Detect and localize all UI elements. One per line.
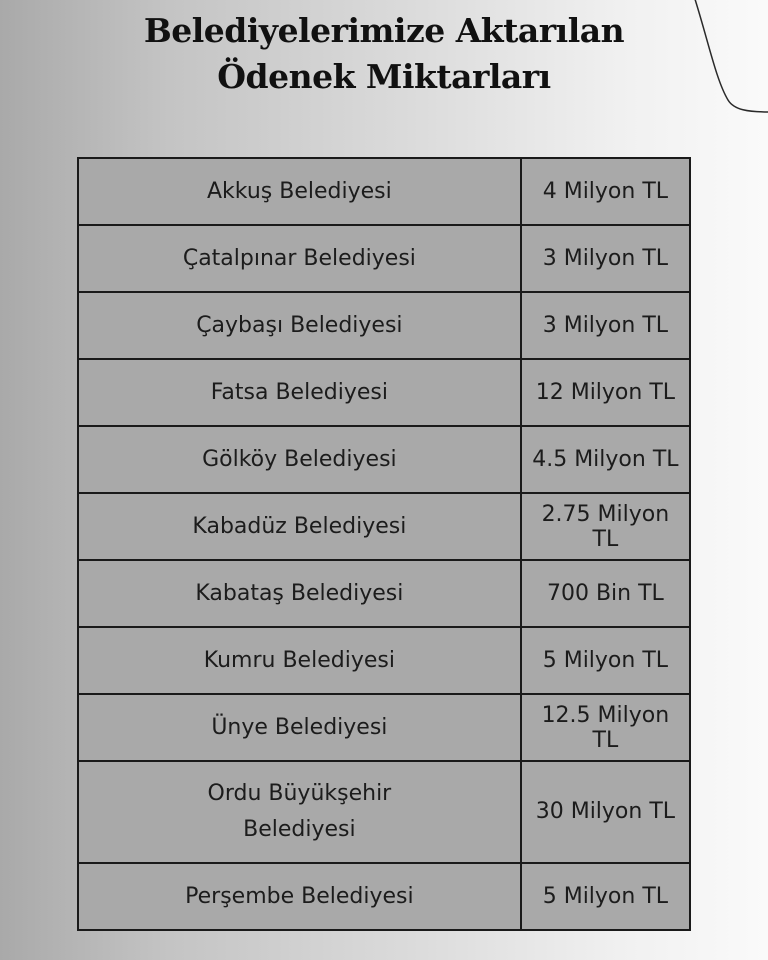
table-row: [78, 225, 690, 292]
table-row: [78, 627, 690, 694]
allocation-amount: 3 Milyon TL: [521, 292, 690, 359]
allocation-amount: 3 Milyon TL: [521, 225, 690, 292]
table-row: [78, 292, 690, 359]
municipality-name: Perşembe Belediyesi: [78, 863, 521, 930]
table-row: [78, 761, 690, 863]
table-row: [78, 359, 690, 426]
page-title-line-1: Belediyelerimize Aktarılan: [143, 11, 625, 50]
municipality-name: Gölköy Belediyesi: [78, 426, 521, 493]
table-row: [78, 158, 690, 225]
allocation-amount: 5 Milyon TL: [521, 863, 690, 930]
municipality-name: Çatalpınar Belediyesi: [78, 225, 521, 292]
page-title: [0, 8, 768, 100]
allocation-amount: 12 Milyon TL: [521, 359, 690, 426]
allocation-table: [77, 157, 691, 931]
table-row: [78, 863, 690, 930]
table-row: [78, 694, 690, 761]
table-row: [78, 426, 690, 493]
municipality-name: Ünye Belediyesi: [78, 694, 521, 761]
allocation-amount: 2.75 Milyon TL: [521, 493, 690, 560]
municipality-name: Kabadüz Belediyesi: [78, 493, 521, 560]
allocation-amount: 30 Milyon TL: [521, 761, 690, 863]
page-title-line-2: Ödenek Miktarları: [217, 57, 551, 96]
municipality-name: Kabataş Belediyesi: [78, 560, 521, 627]
table-row: [78, 493, 690, 560]
municipality-name: Çaybaşı Belediyesi: [78, 292, 521, 359]
allocation-amount: 700 Bin TL: [521, 560, 690, 627]
municipality-name: Ordu Büyükşehir Belediyesi: [78, 761, 521, 863]
allocation-amount: 5 Milyon TL: [521, 627, 690, 694]
municipality-name: Akkuş Belediyesi: [78, 158, 521, 225]
allocation-amount: 12.5 Milyon TL: [521, 694, 690, 761]
allocation-amount: 4 Milyon TL: [521, 158, 690, 225]
municipality-name: Kumru Belediyesi: [78, 627, 521, 694]
municipality-name: Fatsa Belediyesi: [78, 359, 521, 426]
table-row: [78, 560, 690, 627]
allocation-amount: 4.5 Milyon TL: [521, 426, 690, 493]
